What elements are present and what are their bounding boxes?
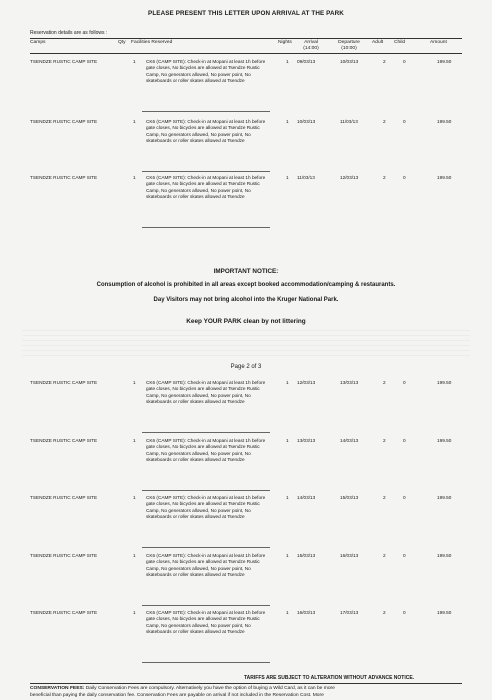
facility-description: CK6 (CAMP SITE): Check-in at Mopani at least 1h before gate closes, No bicycles are allowed at Tsendze Rustic Camp, No generators allowed, No power point, No skateboards or roller skates allowed at Tsendze <box>146 553 266 578</box>
departure-cell: 14/03/13 <box>340 438 359 443</box>
qty-cell: 1 <box>133 59 136 64</box>
nights-cell: 1 <box>286 175 289 180</box>
child-cell: 0 <box>403 438 406 443</box>
col-departure-label: Departure <box>338 40 360 45</box>
col-adult: Adult <box>372 40 384 45</box>
qty-cell: 1 <box>133 175 136 180</box>
child-cell: 0 <box>403 380 406 385</box>
nights-cell: 1 <box>286 438 289 443</box>
adult-cell: 2 <box>383 610 386 615</box>
arrival-cell: 15/03/13 <box>297 553 316 558</box>
qty-cell: 1 <box>133 380 136 385</box>
header-rule-bottom <box>30 53 462 54</box>
camp-name: TSENDZE RUSTIC CAMP SITE <box>30 438 98 443</box>
conservation-body-2: beneficial than paying the daily conservation fee. Conservation Fees are payable on arrival if not included in the Reservation Cost. More <box>30 693 324 698</box>
reservation-label: Reservation details are as follows : <box>30 30 108 36</box>
adult-cell: 2 <box>383 495 386 500</box>
amount-cell: 199.50 <box>437 438 452 443</box>
camp-name: TSENDZE RUSTIC CAMP SITE <box>30 59 98 64</box>
facility-description: CK6 (CAMP SITE): Check-in at Mopani at least 1h before gate closes, No bicycles are allowed at Tsendze Rustic Camp, No generators allowed, No power point, No skateboards or roller skates allowed at Tsendze <box>146 175 266 200</box>
qty-cell: 1 <box>133 119 136 124</box>
departure-cell: 12/03/13 <box>340 175 359 180</box>
row-separator <box>142 227 270 228</box>
footer-rule <box>30 683 462 684</box>
facility-description: CK6 (CAMP SITE): Check-in at Mopani at least 1h before gate closes, No bicycles are allowed at Tsendze Rustic Camp, No generators allowed, No power point, No skateboards or roller skates allowed at Tsendze <box>146 59 266 84</box>
notice-day-visitors: Day Visitors may not bring alcohol into the Kruger National Park. <box>153 297 339 303</box>
camp-name: TSENDZE RUSTIC CAMP SITE <box>30 610 98 615</box>
nights-cell: 1 <box>286 553 289 558</box>
notice-littering: Keep YOUR PARK clean by not littering <box>186 318 306 325</box>
qty-cell: 1 <box>133 438 136 443</box>
row-separator <box>142 171 270 172</box>
col-facilities: Facilities Reserved <box>131 40 173 45</box>
camp-name: TSENDZE RUSTIC CAMP SITE <box>30 495 98 500</box>
departure-cell: 13/03/13 <box>340 380 359 385</box>
child-cell: 0 <box>403 610 406 615</box>
arrival-cell: 13/03/13 <box>297 438 316 443</box>
arrival-cell: 12/03/13 <box>297 380 316 385</box>
amount-cell: 199.50 <box>437 553 452 558</box>
nights-cell: 1 <box>286 610 289 615</box>
camp-name: TSENDZE RUSTIC CAMP SITE <box>30 380 98 385</box>
child-cell: 0 <box>403 495 406 500</box>
conservation-fees-text <box>30 685 335 699</box>
bleed-through-area <box>22 330 470 360</box>
row-separator <box>142 547 270 548</box>
amount-cell: 199.50 <box>437 380 452 385</box>
adult-cell: 2 <box>383 438 386 443</box>
departure-cell: 11/03/13 <box>340 119 358 124</box>
amount-cell: 199.50 <box>437 175 452 180</box>
facility-description: CK6 (CAMP SITE): Check-in at Mopani at least 1h before gate closes, No bicycles are allowed at Tsendze Rustic Camp, No generators allowed, No power point, No skateboards or roller skates allowed at Tsendze <box>146 610 266 635</box>
amount-cell: 199.50 <box>437 610 452 615</box>
col-arrival-label: Arrival <box>304 40 318 45</box>
departure-cell: 10/03/13 <box>340 59 359 64</box>
amount-cell: 199.50 <box>437 59 452 64</box>
row-separator <box>142 432 270 433</box>
arrival-cell: 14/03/13 <box>297 495 316 500</box>
facility-description: CK6 (CAMP SITE): Check-in at Mopani at least 1h before gate closes, No bicycles are allowed at Tsendze Rustic Camp, No generators allowed, No power point, No skateboards or roller skates allowed at Tsendze <box>146 438 266 463</box>
adult-cell: 2 <box>383 59 386 64</box>
arrival-cell: 09/03/13 <box>297 59 316 64</box>
qty-cell: 1 <box>133 610 136 615</box>
row-separator <box>142 662 270 663</box>
adult-cell: 2 <box>383 553 386 558</box>
facility-description: CK6 (CAMP SITE): Check-in at Mopani at least 1h before gate closes, No bicycles are allowed at Tsendze Rustic Camp, No generators allowed, No power point, No skateboards or roller skates allowed at Tsendze <box>146 380 266 405</box>
arrival-cell: 11/03/13 <box>297 175 315 180</box>
nights-cell: 1 <box>286 59 289 64</box>
child-cell: 0 <box>403 59 406 64</box>
child-cell: 0 <box>403 119 406 124</box>
qty-cell: 1 <box>133 553 136 558</box>
tariffs-notice: TARIFFS ARE SUBJECT TO ALTERATION WITHOUT ADVANCE NOTICE. <box>244 675 415 681</box>
col-nights: Nights <box>278 40 292 45</box>
nights-cell: 1 <box>286 495 289 500</box>
page-number: Page 2 of 3 <box>230 364 262 370</box>
amount-cell: 199.50 <box>437 495 452 500</box>
conservation-body: Daily Conservation Fees are compulsory. Alternatively you have the option of buying a Wild Card, as it can be more <box>85 686 335 691</box>
col-amount: Amount <box>430 40 447 45</box>
notice-title: IMPORTANT NOTICE: <box>213 268 279 275</box>
child-cell: 0 <box>403 553 406 558</box>
arrival-cell: 16/03/13 <box>297 610 316 615</box>
camp-name: TSENDZE RUSTIC CAMP SITE <box>30 119 98 124</box>
departure-cell: 17/03/13 <box>340 610 359 615</box>
amount-cell: 199.50 <box>437 119 452 124</box>
row-separator <box>142 490 270 491</box>
row-separator <box>142 605 270 606</box>
col-arrival-time: (14:00) <box>303 46 319 51</box>
facility-description: CK6 (CAMP SITE): Check-in at Mopani at least 1h before gate closes, No bicycles are allowed at Tsendze Rustic Camp, No generators allowed, No power point, No skateboards or roller skates allowed at Tsendze <box>146 119 266 144</box>
departure-cell: 15/03/13 <box>340 495 359 500</box>
qty-cell: 1 <box>133 495 136 500</box>
camp-name: TSENDZE RUSTIC CAMP SITE <box>30 175 98 180</box>
col-camps: Camps <box>30 40 46 45</box>
adult-cell: 2 <box>383 119 386 124</box>
departure-cell: 16/03/13 <box>340 553 359 558</box>
row-separator <box>142 111 270 112</box>
col-departure <box>332 40 366 52</box>
notice-alcohol: Consumption of alcohol is prohibited in all areas except booked accommodation/camping & restaurants. <box>96 282 396 288</box>
camp-name: TSENDZE RUSTIC CAMP SITE <box>30 553 98 558</box>
col-arrival <box>298 40 324 52</box>
child-cell: 0 <box>403 175 406 180</box>
nights-cell: 1 <box>286 119 289 124</box>
adult-cell: 2 <box>383 380 386 385</box>
nights-cell: 1 <box>286 380 289 385</box>
letter-title: PLEASE PRESENT THIS LETTER UPON ARRIVAL AT THE PARK <box>148 10 344 17</box>
col-child: Child <box>394 40 406 45</box>
col-departure-time: (10:00) <box>341 46 357 51</box>
adult-cell: 2 <box>383 175 386 180</box>
header-rule-top <box>30 38 462 39</box>
facility-description: CK6 (CAMP SITE): Check-in at Mopani at least 1h before gate closes, No bicycles are allowed at Tsendze Rustic Camp, No generators allowed, No power point, No skateboards or roller skates allowed at Tsendze <box>146 495 266 520</box>
conservation-label: CONSERVATION FEES: <box>30 686 85 691</box>
col-qty: Qty <box>118 40 126 45</box>
arrival-cell: 10/03/13 <box>297 119 316 124</box>
